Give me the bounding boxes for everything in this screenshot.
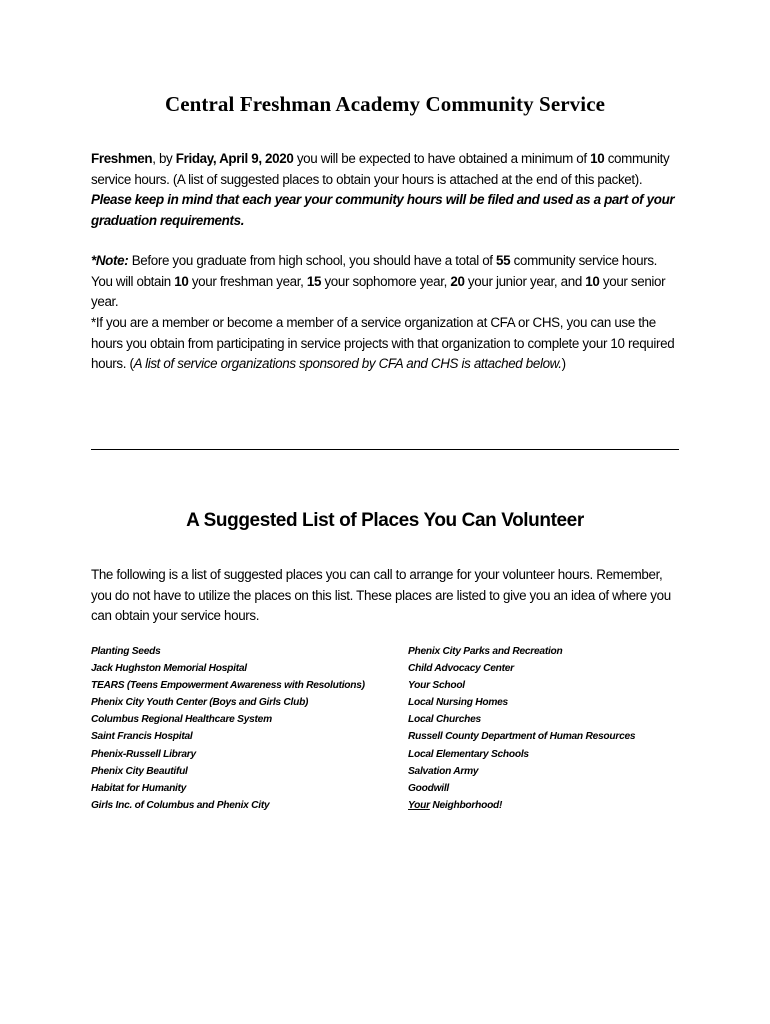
document-title: Central Freshman Academy Community Service xyxy=(164,92,606,116)
intro-paragraph: Freshmen, by Friday, April 9, 2020 you will be expected to have obtained a minimum of 10 community service hours. (A list of suggested places to obtain your hours is attached at the end of this packet). Please keep in mind that each year your community hours will be filed and used as a part of your graduation requirements. xyxy=(91,151,675,228)
place-item: Planting Seeds xyxy=(91,646,161,657)
place-item: Phenix City Parks and Recreation xyxy=(408,646,563,657)
place-item: TEARS (Teens Empowerment Awareness with Resolutions) xyxy=(91,680,365,692)
senior-hours: 10 xyxy=(585,273,600,289)
freshman-hours: 10 xyxy=(174,273,189,289)
places-list-right xyxy=(408,643,698,814)
place-item: Goodwill xyxy=(408,782,450,794)
volunteer-list-heading: A Suggested List of Places You Can Volunteer xyxy=(186,510,584,531)
place-item: Saint Francis Hospital xyxy=(91,731,193,743)
place-item: Local Elementary Schools xyxy=(408,748,529,760)
your-underlined: Your xyxy=(408,799,430,811)
place-item: Phenix City Beautiful xyxy=(91,765,188,777)
junior-hours: 20 xyxy=(450,273,465,289)
note-label: *Note: xyxy=(91,253,129,268)
places-list-left xyxy=(91,643,401,814)
place-item: Russell County Department of Human Resources xyxy=(408,731,636,743)
place-item: Local Nursing Homes xyxy=(408,697,508,709)
freshmen-label: Freshmen xyxy=(91,151,153,166)
place-item: Phenix City Youth Center (Boys and Girls Club) xyxy=(91,697,309,709)
minimum-hours: 10 xyxy=(590,151,605,166)
service-organization-paragraph: *If you are a member or become a member of a service organization at CFA or CHS, you can use the hours you obtain from participating in service projects with that organization to complete your 10 required hours. (A list of service organizations sponsored by CFA and CHS is attached below.) xyxy=(91,315,675,371)
place-item: Jack Hughston Memorial Hospital xyxy=(91,663,247,675)
graduation-requirement-note: Please keep in mind that each year your community hours will be filed and used as a part of your graduation requirements. xyxy=(91,192,675,228)
place-item: Child Advocacy Center xyxy=(408,663,514,675)
place-item: Columbus Regional Healthcare System xyxy=(91,714,272,726)
note-paragraph: *Note: Before you graduate from high school, you should have a total of 55 community service hours. You will obtain 10 your freshman year, 15 your sophomore year, 20 your junior year, and 10 your senior year. xyxy=(91,253,666,309)
place-item: Phenix-Russell Library xyxy=(91,748,196,760)
deadline-date: Friday, April 9, 2020 xyxy=(175,151,294,166)
horizontal-divider xyxy=(91,449,679,450)
place-item: Habitat for Humanity xyxy=(91,782,187,794)
place-item: Girls Inc. of Columbus and Phenix City xyxy=(91,799,270,811)
place-item: Local Churches xyxy=(408,714,481,726)
place-item: Your School xyxy=(408,680,465,692)
place-item-neighborhood: Your Neighborhood! xyxy=(408,799,503,811)
volunteer-list-intro: The following is a list of suggested places you can call to arrange for your volunteer hours. Remember, you do not have to utilize the places on this list. These places are listed to give you an idea of where you can obtain your service hours. xyxy=(91,567,671,623)
sophomore-hours: 15 xyxy=(306,273,322,289)
place-item: Salvation Army xyxy=(408,765,479,777)
total-hours: 55 xyxy=(496,253,511,268)
service-org-list-note: A list of service organizations sponsored by CFA and CHS is attached below. xyxy=(133,356,562,371)
